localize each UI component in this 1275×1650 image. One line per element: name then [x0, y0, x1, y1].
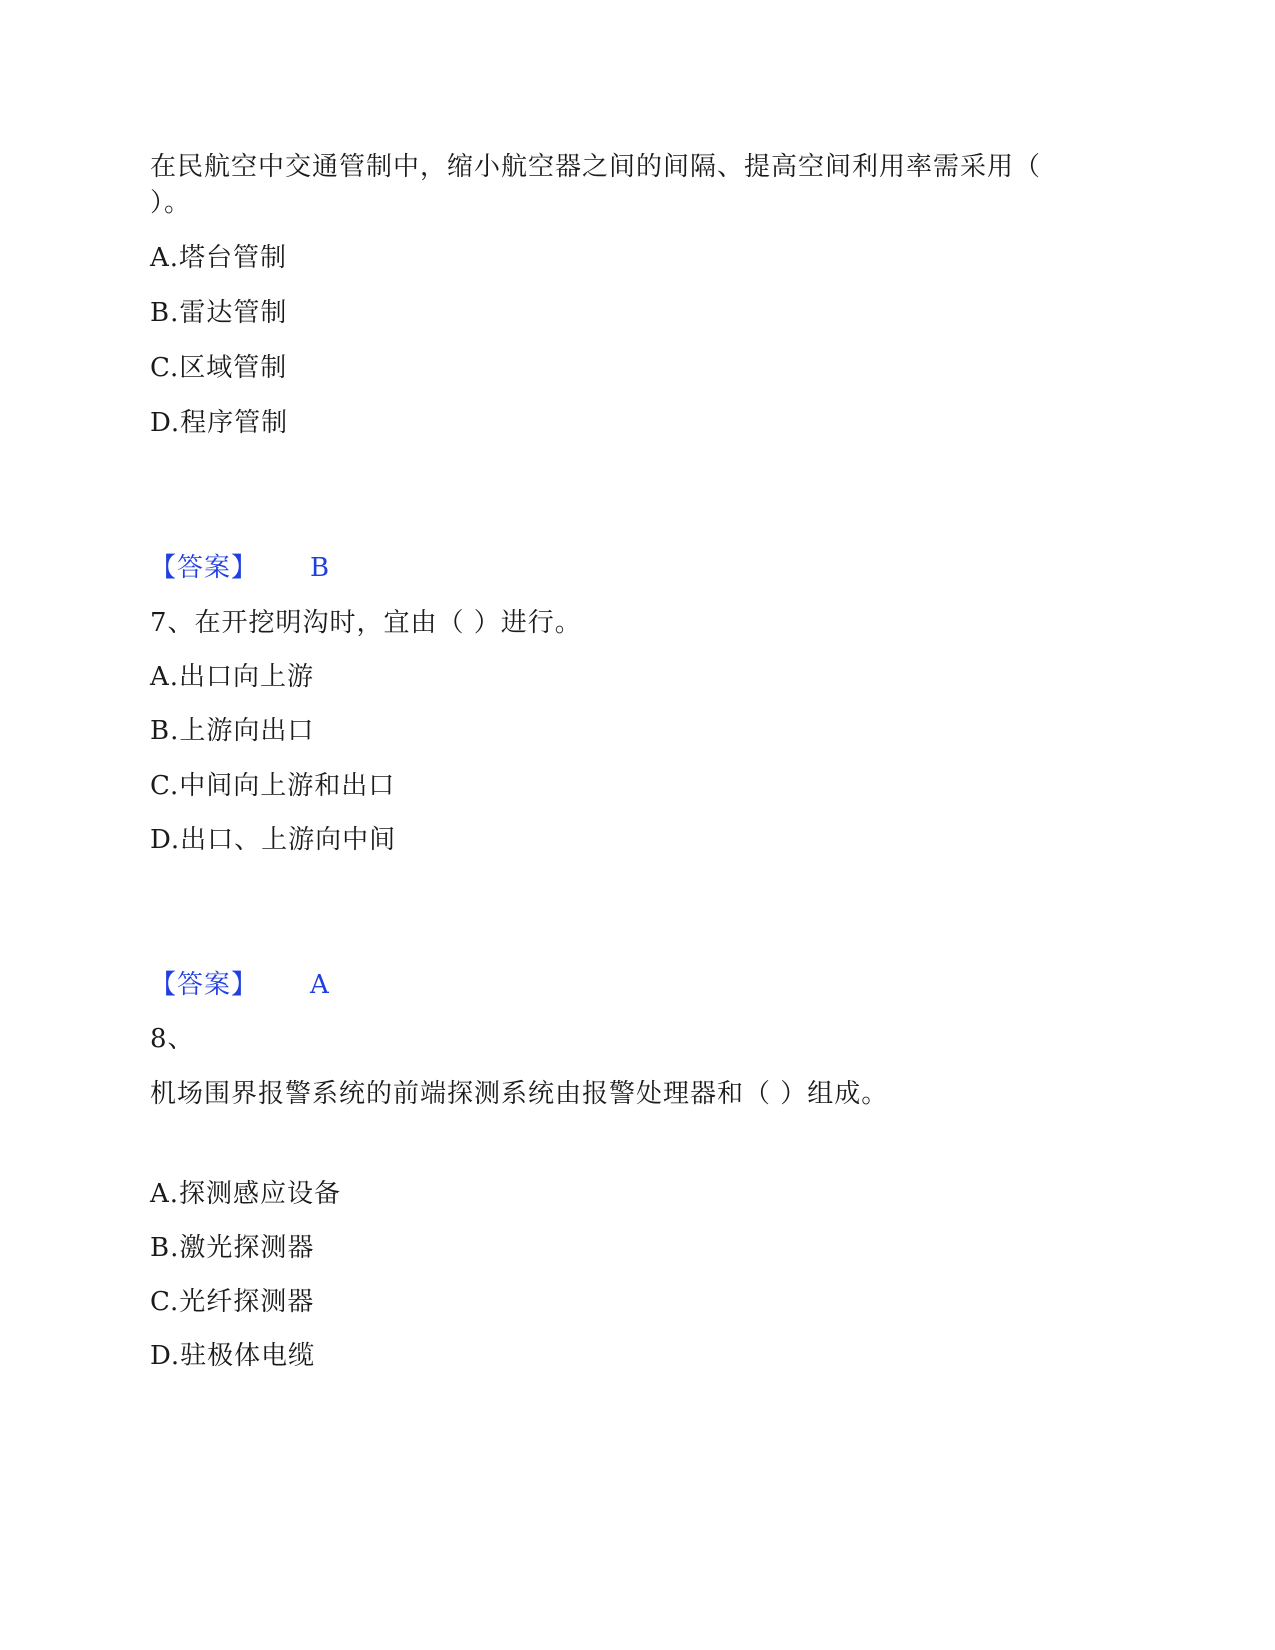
- q7-stem: 7、在开挖明沟时，宜由（ ）进行。: [150, 608, 582, 638]
- q6-option-d: D.程序管制: [150, 408, 289, 438]
- q6-stem-line2: ）。: [150, 188, 192, 218]
- q7-answer-row: [150, 968, 330, 1002]
- answer-label: 【答案】: [150, 553, 259, 583]
- q8-option-d: D.驻极体电缆: [150, 1341, 316, 1371]
- answer-label: 【答案】: [150, 970, 259, 1000]
- q8-stem: 机场围界报警系统的前端探测系统由报警处理器和（ ）组成。: [150, 1079, 889, 1109]
- q6-stem-line1: 在民航空中交通管制中，缩小航空器之间的间隔、提高空间利用率需采用（: [150, 152, 1042, 182]
- q6-option-b: B.雷达管制: [150, 298, 288, 328]
- q8-option-a: A.探测感应设备: [150, 1179, 342, 1209]
- q7-option-b: B.上游向出口: [150, 716, 315, 746]
- q6-answer-row: [150, 551, 331, 585]
- answer-value: B: [310, 553, 331, 583]
- answer-value: A: [310, 970, 330, 1000]
- q8-number: 8、: [150, 1024, 195, 1054]
- q7-option-a: A.出口向上游: [150, 662, 315, 692]
- q7-option-c: C.中间向上游和出口: [150, 771, 396, 801]
- q6-option-c: C.区域管制: [150, 353, 288, 383]
- q8-option-c: C.光纤探测器: [150, 1287, 315, 1317]
- q7-option-d: D.出口、上游向中间: [150, 825, 397, 855]
- q8-option-b: B.激光探测器: [150, 1233, 315, 1263]
- q6-option-a: A.塔台管制: [150, 243, 288, 273]
